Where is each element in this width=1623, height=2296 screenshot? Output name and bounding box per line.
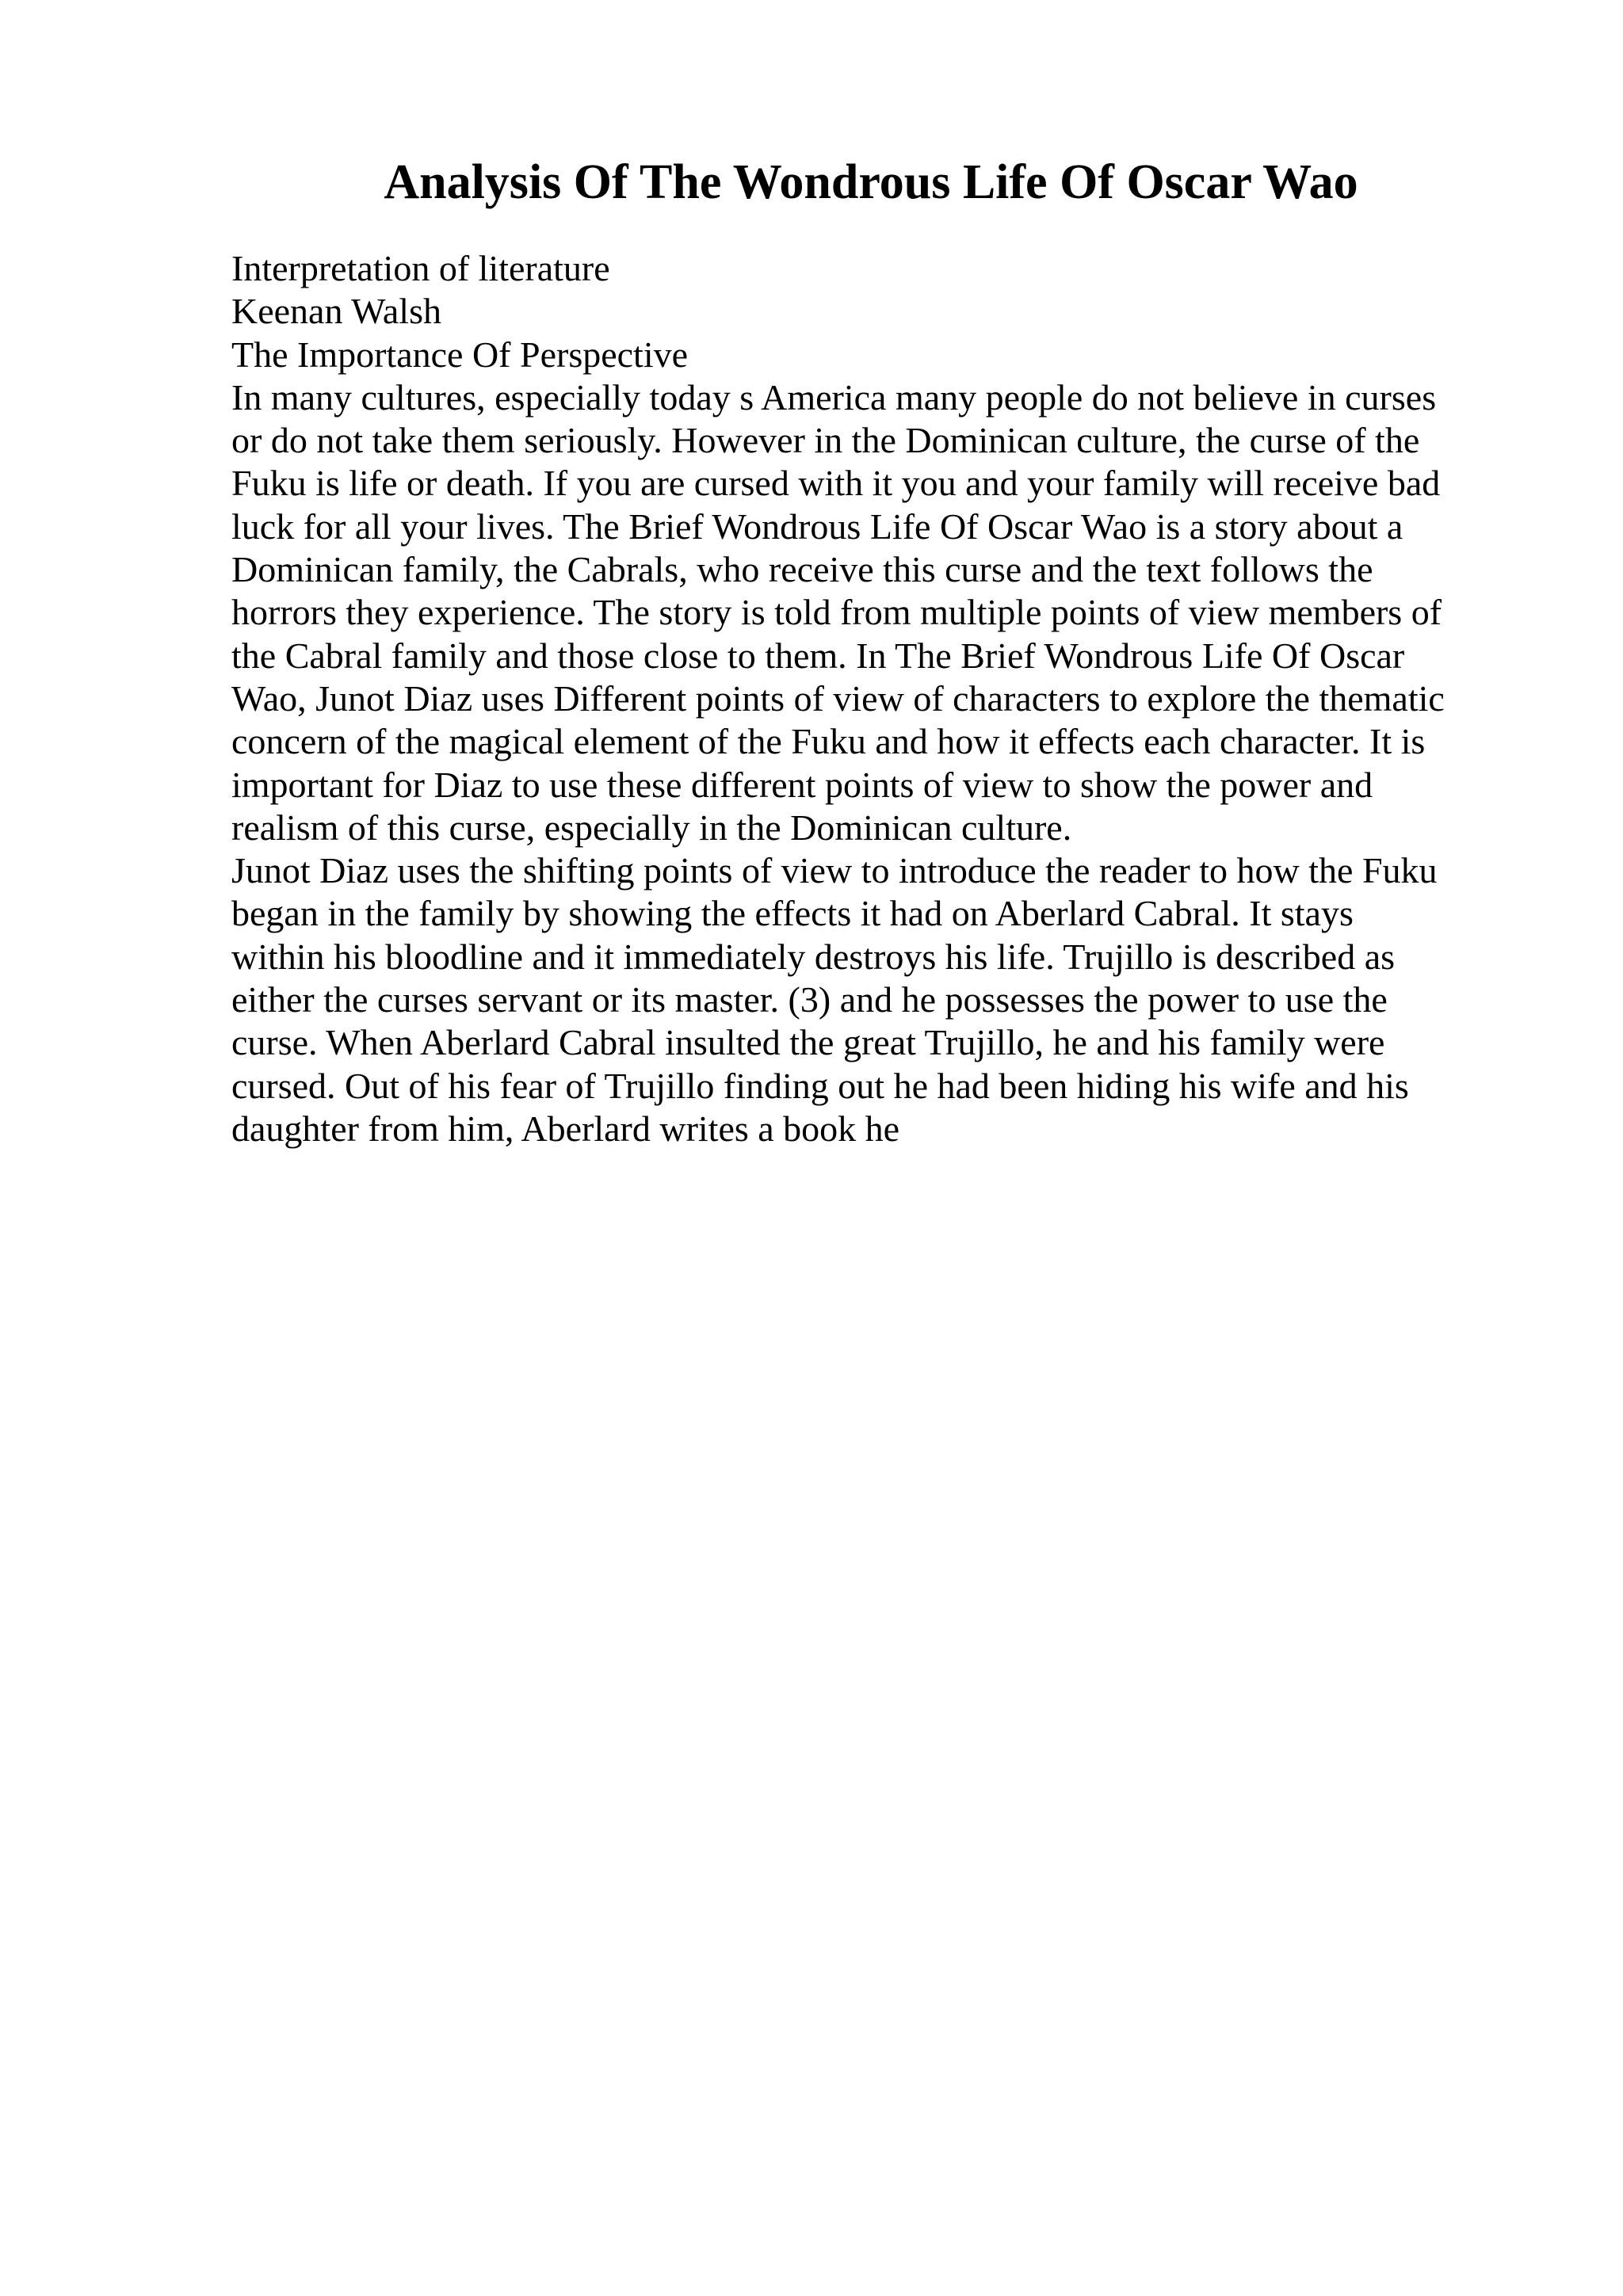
text-line: either the curses servant or its master. (3) and he possesses the power to use the (231, 979, 1388, 1020)
text-line: In many cultures, especially today s America many people do not believe in curses (231, 376, 1437, 418)
text-line: began in the family by showing the effects it had on Aberlard Cabral. It stays (231, 893, 1354, 934)
text-line: horrors they experience. The story is told from multiple points of view members of (231, 592, 1442, 633)
text-line: Fuku is life or death. If you are cursed with it you and your family will receive bad (231, 463, 1441, 504)
text-line: cursed. Out of his fear of Trujillo finding out he had been hiding his wife and his (231, 1065, 1409, 1106)
text-line: important for Diaz to use these different points of view to show the power and (231, 764, 1373, 805)
text-line: the Cabral family and those close to them. In The Brief Wondrous Life Of Oscar (231, 635, 1405, 676)
text-line: daughter from him, Aberlard writes a book he (231, 1108, 900, 1149)
text-line: Dominican family, the Cabrals, who receive this curse and the text follows the (231, 549, 1373, 590)
text-line: Keenan Walsh (231, 291, 441, 332)
document-body (231, 247, 1484, 1150)
text-line: within his bloodline and it immediately destroys his life. Trujillo is described as (231, 936, 1396, 977)
text-line: curse. When Aberlard Cabral insulted the great Trujillo, he and his family were (231, 1022, 1385, 1063)
text-line: concern of the magical element of the Fuku and how it effects each character. It is (231, 721, 1426, 762)
text-line: Junot Diaz uses the shifting points of view to introduce the reader to how the Fuku (231, 850, 1438, 891)
text-line: Interpretation of literature (231, 248, 610, 288)
text-line: Wao, Junot Diaz uses Different points of view of characters to explore the thematic (231, 677, 1445, 719)
text-line: or do not take them seriously. However in the Dominican culture, the curse of the (231, 420, 1420, 461)
text-line: luck for all your lives. The Brief Wondrous Life Of Oscar Wao is a story about a (231, 505, 1403, 547)
text-line: The Importance Of Perspective (231, 334, 689, 375)
text-line: realism of this curse, especially in the Dominican culture. (231, 807, 1072, 848)
document-title: Analysis Of The Wondrous Life Of Oscar Wao (384, 155, 1358, 209)
